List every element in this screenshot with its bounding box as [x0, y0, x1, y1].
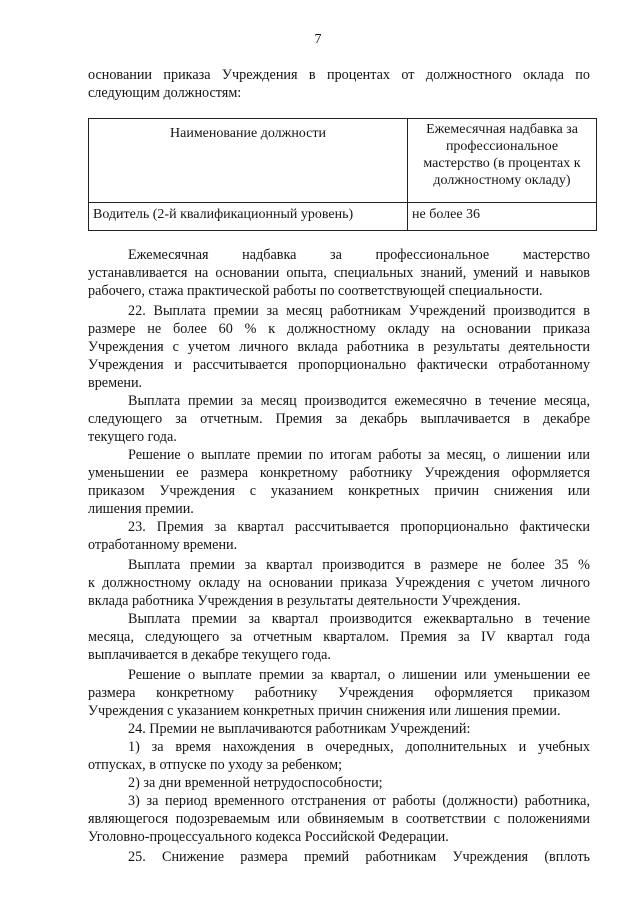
table-cell-position: Водитель (2-й квалификационный уровень) [89, 203, 408, 231]
table-header-allowance [408, 119, 597, 203]
intro-line-2: следующим должностям: [88, 85, 242, 101]
text-line: Решение о выплате премии за квартал, о лишении или уменьшении ее [128, 667, 590, 683]
text-line: Выплата премии за месяц производится ежемесячно в течение месяца, [128, 393, 590, 409]
text-line: 1) за время нахождения в очередных, дополнительных и учебных [128, 739, 590, 755]
text-line: Учреждения и рассчитывается пропорционально фактически отработанному [88, 357, 590, 373]
text-line: следующего за отчетным. Премия за декабрь выплачивается в декабре [88, 411, 590, 427]
text-line: отработанному времени. [88, 537, 238, 553]
table-header-position: Наименование должности [89, 119, 408, 203]
text-line: месяца, следующего за отчетным кварталом. Премия за IV квартал года [88, 629, 590, 645]
table-cell-allowance: не более 36 [408, 203, 597, 231]
table-row [89, 203, 597, 231]
text-line: отпусках, в отпуске по уходу за ребенком; [88, 757, 343, 773]
text-line: лишения премии. [88, 501, 194, 517]
page-number: 7 [314, 32, 322, 47]
text-line: 25. Снижение размера премий работникам Учреждения (вплоть [128, 849, 590, 865]
table-header-row [89, 119, 597, 203]
text-line: уменьшении ее размера конкретному работнику Учреждения оформляется [88, 465, 590, 481]
text-line: Выплата премии за квартал производится в размере не более 35 % [128, 557, 590, 573]
table-header-allowance-line: мастерство (в процентах к [423, 156, 581, 171]
text-line: Ежемесячная надбавка за профессиональное мастерство [128, 247, 590, 263]
text-line: Решение о выплате премии по итогам работы за месяц, о лишении или [128, 447, 590, 463]
text-line: к должностному окладу на основании приказа Учреждения с учетом личного [88, 575, 590, 591]
table-header-allowance-line: Ежемесячная надбавка за [426, 122, 578, 137]
intro-line-1: основании приказа Учреждения в процентах от должностного оклада по [88, 67, 590, 83]
text-line: 22. Выплата премии за месяц работникам Учреждений производится в [128, 303, 590, 319]
text-line: 3) за период временного отстранения от работы (должности) работника, [128, 793, 590, 809]
text-line: размере не более 60 % к должностному окладу на основании приказа [88, 321, 590, 337]
text-line: Выплата премии за квартал производится ежеквартально в течение [128, 611, 590, 627]
text-line: размера конкретному работнику Учреждения оформляется приказом [88, 685, 590, 701]
text-line: 24. Премии не выплачиваются работникам Учреждений: [128, 721, 471, 737]
text-line: времени. [88, 375, 143, 391]
text-line: Учреждения с учетом личного вклада работника в результаты деятельности [88, 339, 590, 355]
text-line: являющегося подозреваемым или обвиняемым в соответствии с положениями [88, 811, 590, 827]
text-line: Учреждения с указанием конкретных причин снижения или лишения премии. [88, 703, 561, 719]
position-allowance-table [88, 118, 597, 231]
text-line: 2) за дни временной нетрудоспособности; [128, 775, 383, 791]
text-line: приказом Учреждения с указанием конкретных причин снижения или [88, 483, 590, 499]
text-line: Уголовно-процессуального кодекса Российской Федерации. [88, 829, 449, 845]
table-header-allowance-line: профессиональное [445, 139, 559, 154]
text-line: текущего года. [88, 429, 177, 445]
text-line: 23. Премия за квартал рассчитывается пропорционально фактически [128, 519, 590, 535]
table-header-allowance-line: должностному окладу) [433, 173, 571, 188]
text-line: вклада работника Учреждения в результаты деятельности Учреждения. [88, 593, 521, 609]
text-line: рабочего, стажа практической работы по соответствующей специальности. [88, 283, 543, 299]
text-line: выплачивается в декабре текущего года. [88, 647, 331, 663]
text-line: устанавливается на основании опыта, специальных знаний, умений и навыков [88, 265, 590, 281]
